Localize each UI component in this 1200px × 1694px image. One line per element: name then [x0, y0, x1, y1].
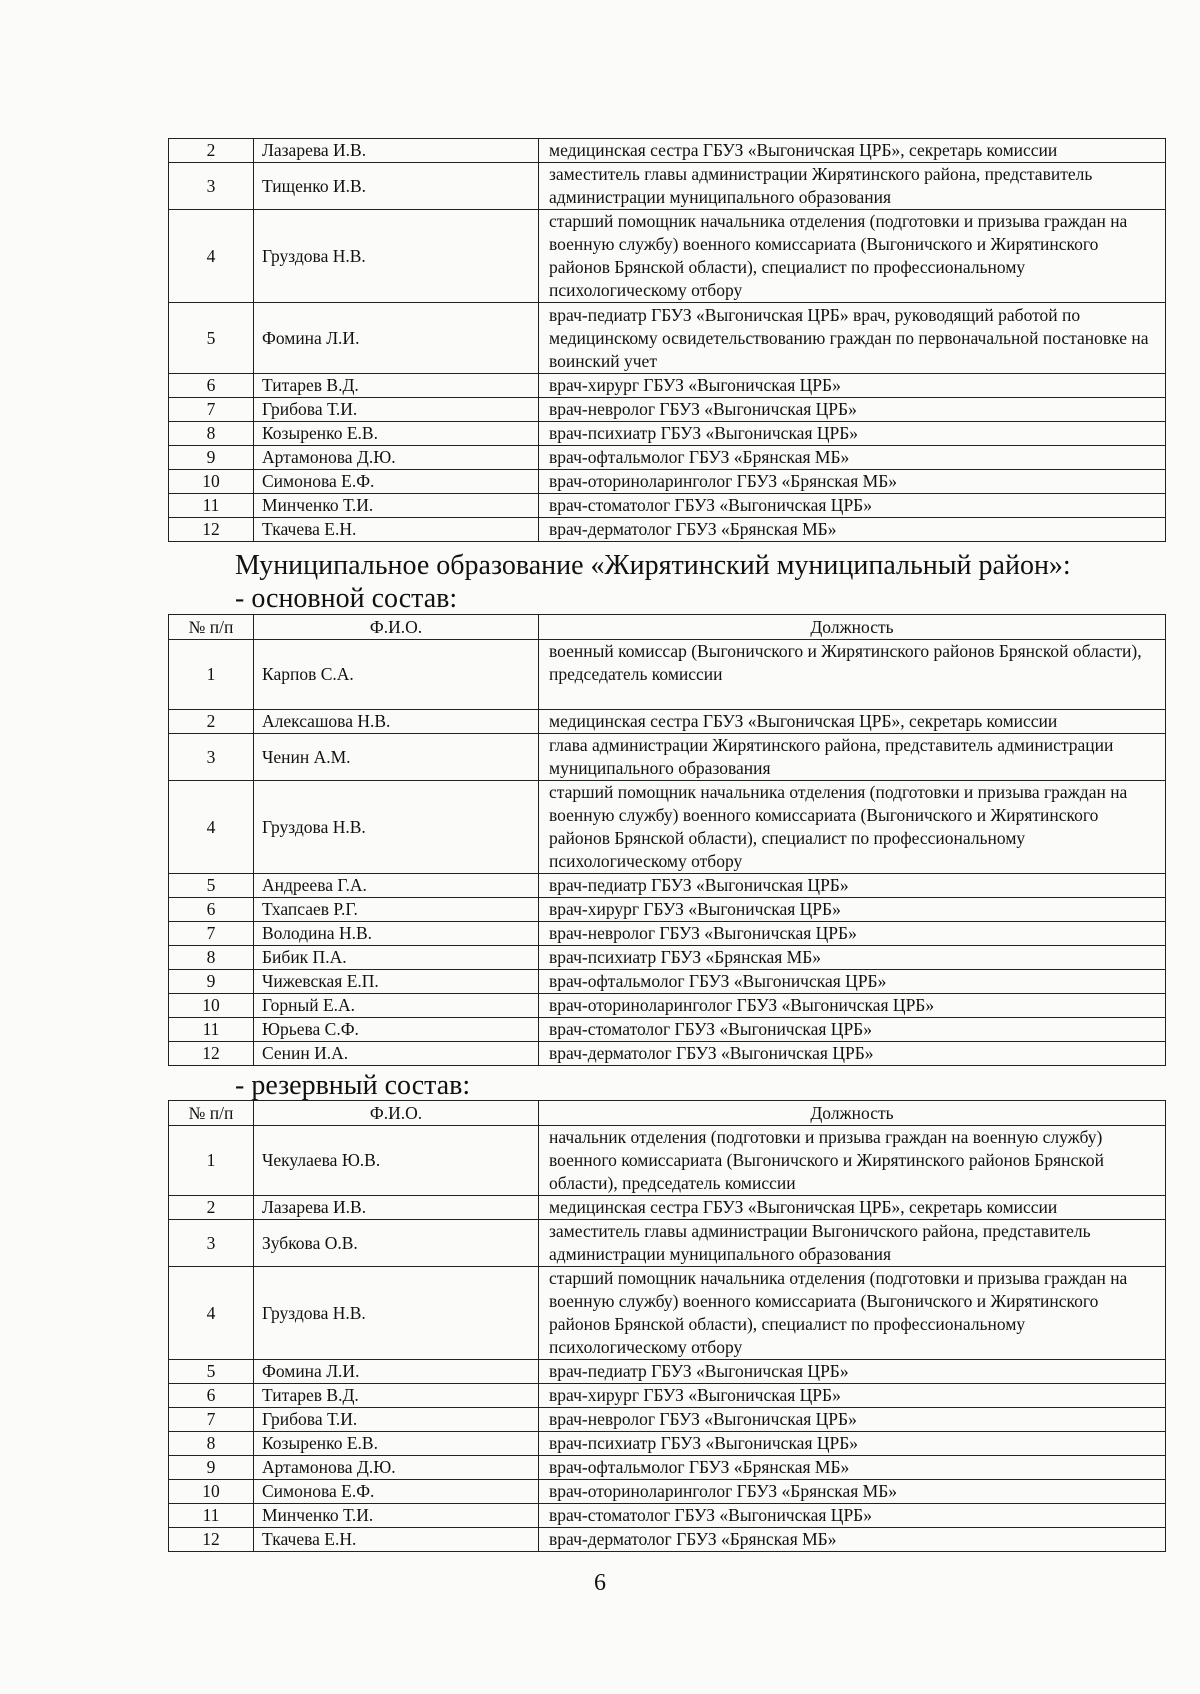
- member-name: Алексашова Н.В.: [254, 710, 539, 734]
- member-position: врач-стоматолог ГБУЗ «Выгоничская ЦРБ»: [539, 1018, 1166, 1042]
- row-number: 11: [169, 1018, 254, 1042]
- member-position: начальник отделения (подготовки и призыва граждан на военную службу) военного комиссариата (Выгоничского и Жирятинского районов Брянской области), председатель комиссии: [539, 1126, 1166, 1196]
- member-position: врач-психиатр ГБУЗ «Брянская МБ»: [539, 946, 1166, 970]
- table-row: [169, 898, 1166, 922]
- table-row: [169, 970, 1166, 994]
- member-position: медицинская сестра ГБУЗ «Выгоничская ЦРБ», секретарь комиссии: [539, 710, 1166, 734]
- table-row: [169, 874, 1166, 898]
- member-name: Тхапсаев Р.Г.: [254, 898, 539, 922]
- table-row: [169, 1267, 1166, 1360]
- member-position: глава администрации Жирятинского района, представитель администрации муниципального образования: [539, 734, 1166, 781]
- member-position: врач-дерматолог ГБУЗ «Брянская МБ»: [539, 518, 1166, 542]
- member-name: Артамонова Д.Ю.: [254, 1456, 539, 1480]
- member-name: Зубкова О.В.: [254, 1220, 539, 1267]
- page-number: 6: [594, 1570, 606, 1596]
- member-name: Козыренко Е.В.: [254, 1432, 539, 1456]
- member-name: Минченко Т.И.: [254, 1504, 539, 1528]
- table-row: [169, 1042, 1166, 1066]
- row-number: 12: [169, 518, 254, 542]
- member-name: Чекулаева Ю.В.: [254, 1126, 539, 1196]
- member-position: заместитель главы администрации Жирятинского района, представитель администрации муниципального образования: [539, 163, 1166, 210]
- member-name: Андреева Г.А.: [254, 874, 539, 898]
- row-number: 5: [169, 874, 254, 898]
- member-name: Минченко Т.И.: [254, 494, 539, 518]
- member-position: врач-оториноларинголог ГБУЗ «Выгоничская ЦРБ»: [539, 994, 1166, 1018]
- member-name: Симонова Е.Ф.: [254, 1480, 539, 1504]
- row-number: 1: [169, 1126, 254, 1196]
- member-position: врач-офтальмолог ГБУЗ «Брянская МБ»: [539, 446, 1166, 470]
- member-name: Козыренко Е.В.: [254, 422, 539, 446]
- table-row: [169, 1196, 1166, 1220]
- table-row: [169, 422, 1166, 446]
- row-number: 3: [169, 163, 254, 210]
- row-number: 5: [169, 1360, 254, 1384]
- row-number: 2: [169, 139, 254, 163]
- member-name: Фомина Л.И.: [254, 1360, 539, 1384]
- table-row: [169, 1480, 1166, 1504]
- table-row: [169, 1528, 1166, 1552]
- row-number: 8: [169, 946, 254, 970]
- row-number: 4: [169, 1267, 254, 1360]
- table-header-row: [169, 615, 1166, 640]
- member-position: старший помощник начальника отделения (подготовки и призыва граждан на военную службу) военного комиссариата (Выгоничского и Жирятинского районов Брянской области), специалист по профессиональному психологическому отбору: [539, 210, 1166, 303]
- header-position: Должность: [539, 615, 1166, 640]
- member-name: Артамонова Д.Ю.: [254, 446, 539, 470]
- reserve-composition-subtitle: - резервный состав:: [235, 1070, 471, 1101]
- table-row: [169, 446, 1166, 470]
- member-name: Груздова Н.В.: [254, 1267, 539, 1360]
- member-position: врач-офтальмолог ГБУЗ «Выгоничская ЦРБ»: [539, 970, 1166, 994]
- member-position: военный комиссар (Выгоничского и Жирятинского районов Брянской области), председатель комиссии: [539, 640, 1166, 710]
- commission-table-continued: [168, 138, 1166, 542]
- member-position: врач-педиатр ГБУЗ «Выгоничская ЦРБ»: [539, 874, 1166, 898]
- table-row: [169, 398, 1166, 422]
- row-number: 11: [169, 1504, 254, 1528]
- row-number: 6: [169, 1384, 254, 1408]
- row-number: 9: [169, 970, 254, 994]
- table-row: [169, 374, 1166, 398]
- table-row: [169, 1126, 1166, 1196]
- row-number: 10: [169, 470, 254, 494]
- main-composition-subtitle: - основной состав:: [235, 583, 458, 614]
- section-title: Муниципальное образование «Жирятинский муниципальный район»:: [235, 550, 1071, 581]
- member-name: Грибова Т.И.: [254, 1408, 539, 1432]
- header-number: № п/п: [169, 1101, 254, 1126]
- member-name: Ткачева Е.Н.: [254, 518, 539, 542]
- member-position: врач-дерматолог ГБУЗ «Выгоничская ЦРБ»: [539, 1042, 1166, 1066]
- row-number: 6: [169, 374, 254, 398]
- row-number: 7: [169, 1408, 254, 1432]
- row-number: 12: [169, 1528, 254, 1552]
- header-name: Ф.И.О.: [254, 1101, 539, 1126]
- row-number: 9: [169, 446, 254, 470]
- row-number: 2: [169, 710, 254, 734]
- table-row: [169, 994, 1166, 1018]
- member-name: Юрьева С.Ф.: [254, 1018, 539, 1042]
- table-row: [169, 518, 1166, 542]
- member-position: врач-невролог ГБУЗ «Выгоничская ЦРБ»: [539, 922, 1166, 946]
- table-row: [169, 946, 1166, 970]
- row-number: 2: [169, 1196, 254, 1220]
- member-position: врач-хирург ГБУЗ «Выгоничская ЦРБ»: [539, 898, 1166, 922]
- table-row: [169, 781, 1166, 874]
- member-position: врач-невролог ГБУЗ «Выгоничская ЦРБ»: [539, 398, 1166, 422]
- header-number: № п/п: [169, 615, 254, 640]
- member-name: Лазарева И.В.: [254, 139, 539, 163]
- row-number: 8: [169, 422, 254, 446]
- row-number: 1: [169, 640, 254, 710]
- member-position: старший помощник начальника отделения (подготовки и призыва граждан на военную службу) военного комиссариата (Выгоничского и Жирятинского районов Брянской области), специалист по профессиональному психологическому отбору: [539, 1267, 1166, 1360]
- row-number: 3: [169, 734, 254, 781]
- row-number: 3: [169, 1220, 254, 1267]
- table-row: [169, 1504, 1166, 1528]
- table-row: [169, 640, 1166, 710]
- row-number: 10: [169, 1480, 254, 1504]
- table-row: [169, 1456, 1166, 1480]
- member-name: Симонова Е.Ф.: [254, 470, 539, 494]
- member-position: врач-педиатр ГБУЗ «Выгоничская ЦРБ» врач, руководящий работой по медицинскому освидетельствованию граждан по первоначальной постановке на воинский учет: [539, 303, 1166, 374]
- member-name: Тищенко И.В.: [254, 163, 539, 210]
- table-row: [169, 139, 1166, 163]
- table-row: [169, 1384, 1166, 1408]
- row-number: 9: [169, 1456, 254, 1480]
- header-position: Должность: [539, 1101, 1166, 1126]
- table-row: [169, 1432, 1166, 1456]
- table-row: [169, 710, 1166, 734]
- member-name: Бибик П.А.: [254, 946, 539, 970]
- row-number: 10: [169, 994, 254, 1018]
- member-position: врач-психиатр ГБУЗ «Выгоничская ЦРБ»: [539, 422, 1166, 446]
- member-position: врач-дерматолог ГБУЗ «Брянская МБ»: [539, 1528, 1166, 1552]
- member-name: Горный Е.А.: [254, 994, 539, 1018]
- table-header-row: [169, 1101, 1166, 1126]
- member-name: Володина Н.В.: [254, 922, 539, 946]
- table-row: [169, 303, 1166, 374]
- member-position: заместитель главы администрации Выгоничского района, представитель администрации муниципального образования: [539, 1220, 1166, 1267]
- member-name: Лазарева И.В.: [254, 1196, 539, 1220]
- table-row: [169, 494, 1166, 518]
- reserve-composition-table: [168, 1100, 1166, 1552]
- main-composition-table: [168, 614, 1166, 1066]
- member-name: Карпов С.А.: [254, 640, 539, 710]
- member-name: Грибова Т.И.: [254, 398, 539, 422]
- table-row: [169, 210, 1166, 303]
- table-row: [169, 734, 1166, 781]
- member-name: Чижевская Е.П.: [254, 970, 539, 994]
- member-position: врач-педиатр ГБУЗ «Выгоничская ЦРБ»: [539, 1360, 1166, 1384]
- table-row: [169, 470, 1166, 494]
- row-number: 8: [169, 1432, 254, 1456]
- table-row: [169, 922, 1166, 946]
- member-position: старший помощник начальника отделения (подготовки и призыва граждан на военную службу) военного комиссариата (Выгоничского и Жирятинского районов Брянской области), специалист по профессиональному психологическому отбору: [539, 781, 1166, 874]
- member-name: Ченин А.М.: [254, 734, 539, 781]
- member-position: врач-хирург ГБУЗ «Выгоничская ЦРБ»: [539, 1384, 1166, 1408]
- table-row: [169, 1408, 1166, 1432]
- row-number: 4: [169, 210, 254, 303]
- row-number: 11: [169, 494, 254, 518]
- member-name: Груздова Н.В.: [254, 210, 539, 303]
- table-row: [169, 1360, 1166, 1384]
- member-name: Сенин И.А.: [254, 1042, 539, 1066]
- member-position: врач-невролог ГБУЗ «Выгоничская ЦРБ»: [539, 1408, 1166, 1432]
- header-name: Ф.И.О.: [254, 615, 539, 640]
- member-position: врач-стоматолог ГБУЗ «Выгоничская ЦРБ»: [539, 1504, 1166, 1528]
- member-name: Ткачева Е.Н.: [254, 1528, 539, 1552]
- member-position: врач-стоматолог ГБУЗ «Выгоничская ЦРБ»: [539, 494, 1166, 518]
- member-name: Титарев В.Д.: [254, 374, 539, 398]
- row-number: 6: [169, 898, 254, 922]
- member-name: Титарев В.Д.: [254, 1384, 539, 1408]
- table-row: [169, 163, 1166, 210]
- row-number: 5: [169, 303, 254, 374]
- member-position: врач-оториноларинголог ГБУЗ «Брянская МБ»: [539, 470, 1166, 494]
- member-position: врач-офтальмолог ГБУЗ «Брянская МБ»: [539, 1456, 1166, 1480]
- member-position: врач-психиатр ГБУЗ «Выгоничская ЦРБ»: [539, 1432, 1166, 1456]
- table-row: [169, 1220, 1166, 1267]
- member-position: медицинская сестра ГБУЗ «Выгоничская ЦРБ», секретарь комиссии: [539, 1196, 1166, 1220]
- member-position: медицинская сестра ГБУЗ «Выгоничская ЦРБ», секретарь комиссии: [539, 139, 1166, 163]
- row-number: 12: [169, 1042, 254, 1066]
- member-position: врач-оториноларинголог ГБУЗ «Брянская МБ»: [539, 1480, 1166, 1504]
- row-number: 7: [169, 922, 254, 946]
- row-number: 7: [169, 398, 254, 422]
- member-position: врач-хирург ГБУЗ «Выгоничская ЦРБ»: [539, 374, 1166, 398]
- row-number: 4: [169, 781, 254, 874]
- member-name: Груздова Н.В.: [254, 781, 539, 874]
- member-name: Фомина Л.И.: [254, 303, 539, 374]
- table-row: [169, 1018, 1166, 1042]
